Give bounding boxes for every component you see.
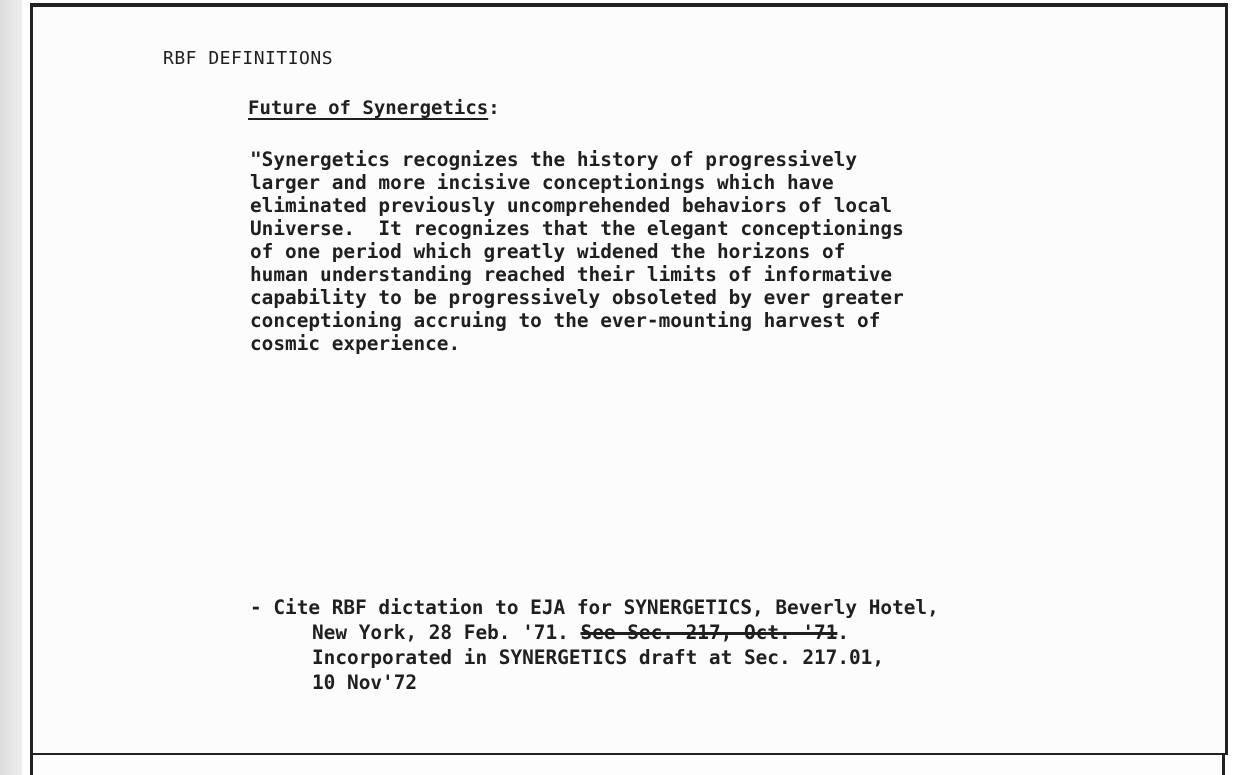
quote-line: of one period which greatly widened the horizons of	[250, 240, 846, 263]
citation	[250, 595, 939, 695]
quote-line: larger and more incisive conceptionings which have	[250, 171, 834, 194]
quote-line: eliminated previously uncomprehended behaviors of local	[250, 194, 893, 217]
citation-line: 10 Nov'72	[312, 671, 418, 694]
citation-line: - Cite RBF dictation to EJA for SYNERGETICS, Beverly Hotel,	[250, 596, 939, 619]
struck-out-reference: See Sec. 217, Oct. '71	[580, 621, 838, 644]
quote-line: conceptioning accruing to the ever-mounting harvest of	[250, 309, 881, 332]
definition-quote	[250, 148, 904, 355]
entry-title-text: Future of Synergetics	[248, 97, 489, 119]
next-card-left-border	[30, 755, 33, 775]
page-margin	[0, 0, 22, 775]
quote-line: Universe. It recognizes that the elegant conceptionings	[250, 217, 904, 240]
citation-line: Incorporated in SYNERGETICS draft at Sec. 217.01,	[312, 646, 885, 669]
next-card-edge	[30, 755, 1230, 775]
next-card-right-border	[1222, 755, 1225, 775]
quote-line: human understanding reached their limits of informative	[250, 263, 893, 286]
citation-line	[250, 620, 939, 645]
citation-period: .	[837, 621, 850, 644]
quote-line: cosmic experience.	[250, 332, 461, 355]
entry-title	[248, 97, 500, 119]
entry-title-colon: :	[488, 97, 500, 119]
card-heading: RBF DEFINITIONS	[163, 48, 334, 69]
quote-line: capability to be progressively obsoleted by ever greater	[250, 286, 904, 309]
quote-line: "Synergetics recognizes the history of progressively	[250, 148, 858, 171]
citation-date: New York, 28 Feb. '71.	[312, 621, 569, 644]
